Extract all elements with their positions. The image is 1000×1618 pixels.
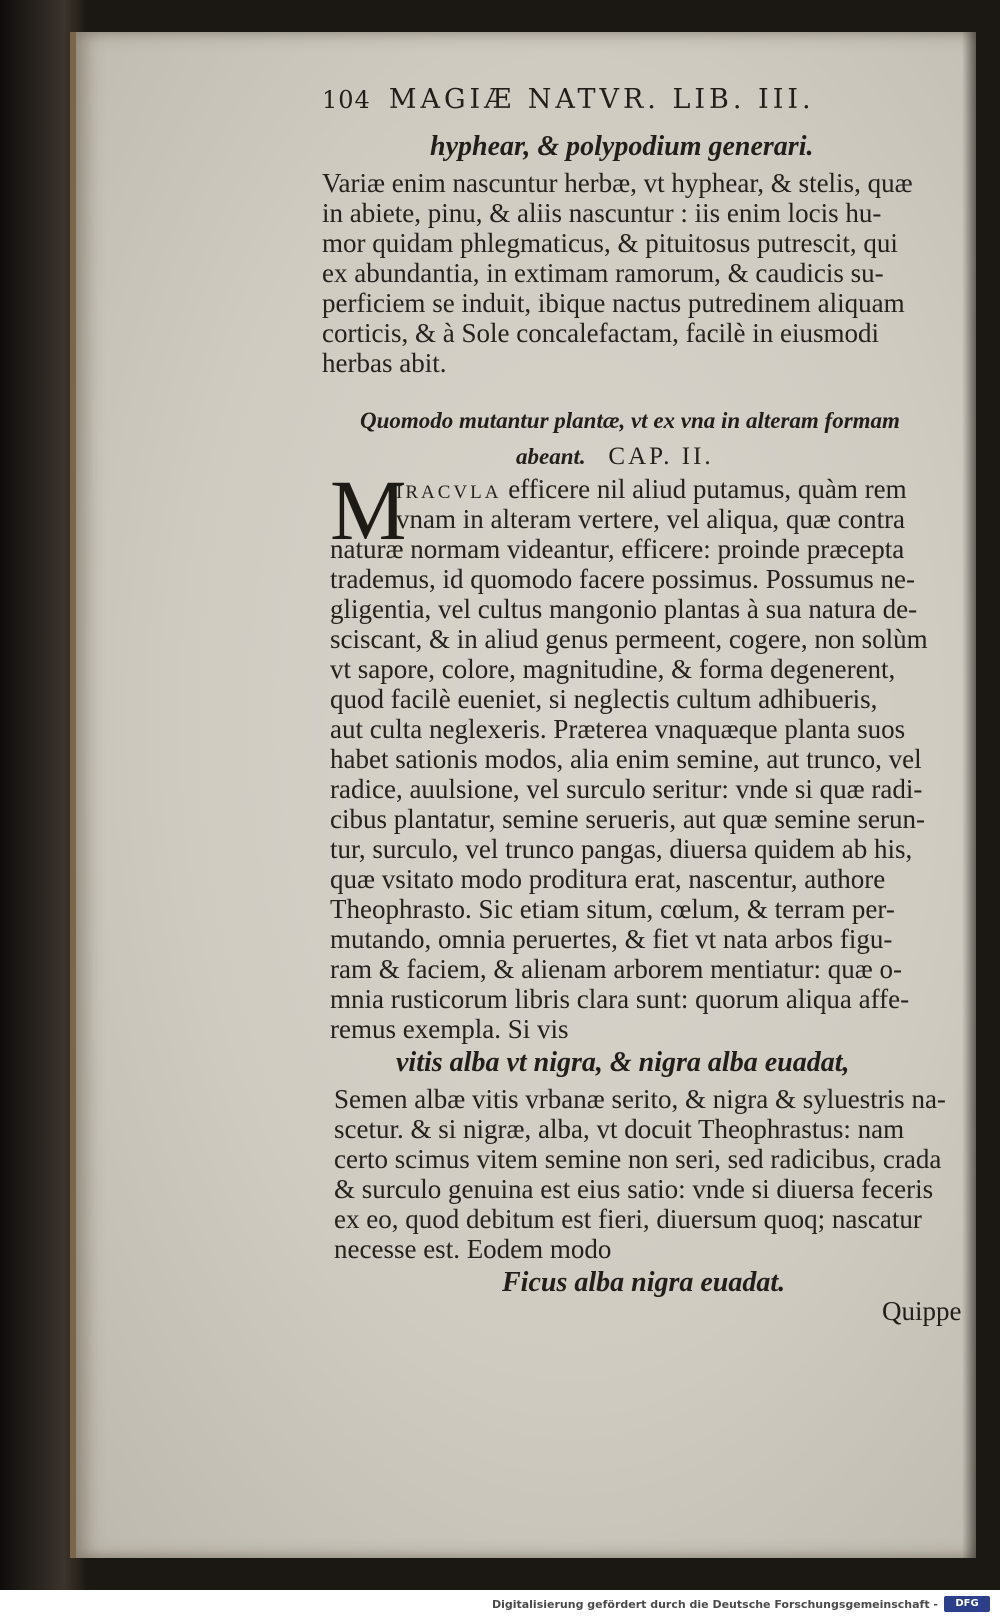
chapter-title: Quomodo mutantur plantæ, vt ex vna in alteram formam — [360, 408, 900, 433]
text-line: remus exempla. Si vis — [330, 1014, 569, 1044]
text-line: trademus, id quomodo facere possimus. Possumus ne- — [330, 564, 915, 594]
text-line: ram & faciem, & alienam arborem mentiatur: quæ o- — [330, 954, 903, 984]
dropcap-continuation: IRACVLA — [396, 482, 502, 503]
text-line-first — [396, 474, 907, 508]
text-line: perficiem se induit, ibique nactus putredinem aliquam — [322, 288, 905, 318]
text-line: mor quidam phlegmaticus, & pituitosus putrescit, qui — [322, 228, 898, 258]
text-line: aut culta neglexeris. Præterea vnaquæque planta suos — [330, 714, 906, 744]
text-line: & surculo genuina est eius satio: vnde si diuersa feceris — [334, 1174, 934, 1204]
text-line: scetur. & si nigræ, alba, vt docuit Theophrastus: nam — [334, 1114, 905, 1144]
text-line: ex abundantia, in extimam ramorum, & caudicis su- — [322, 258, 884, 288]
section-heading-vitis: vitis alba vt nigra, & nigra alba euadat, — [396, 1047, 850, 1078]
text-line: naturæ normam videantur, efficere: proinde præcepta — [330, 534, 905, 564]
page-number: 104 — [322, 86, 371, 114]
running-head-title: MAGIÆ NATVR. LIB. III. — [388, 84, 815, 115]
text-line: gligentia, vel cultus mangonio plantas à sua natura de- — [330, 594, 918, 624]
text-line: vt sapore, colore, magnitudine, & forma degenerent, — [330, 654, 896, 684]
text-line: in abiete, pinu, & aliis nascuntur : iis enim locis hu- — [322, 198, 882, 228]
section-heading-ficus: Ficus alba nigra euadat. — [502, 1267, 786, 1298]
text-line: sciscant, & in aliud genus permeent, cogere, non solùm — [330, 624, 928, 654]
chapter-title-line2-wrap — [516, 440, 714, 472]
text-line: necesse est. Eodem modo — [334, 1234, 612, 1264]
text-line: Theophrasto. Sic etiam situm, cœlum, & terram per- — [330, 894, 895, 924]
text-line: radice, auulsione, vel surculo seritur: vnde si quæ radi- — [330, 774, 923, 804]
running-head — [322, 84, 882, 115]
first-line-text: efficere nil aliud putamus, quàm rem — [508, 474, 907, 504]
drop-cap: M — [330, 462, 407, 558]
chapter-label: CAP. II. — [608, 443, 714, 470]
text-line: mnia rusticorum libris clara sunt: quorum aliqua affe- — [330, 984, 910, 1014]
text-line: corticis, & à Sole concalefactam, facilè in eiusmodi — [322, 318, 880, 348]
text-line: Variæ enim nascuntur herbæ, vt hyphear, & stelis, quæ — [322, 168, 913, 198]
text-line: herbas abit. — [322, 348, 447, 378]
page-edge-shadow — [962, 32, 976, 1558]
section-heading-hyphear: hyphear, & polypodium generari. — [430, 131, 814, 162]
catchword: Quippe — [882, 1296, 962, 1326]
text-line: vnam in alteram vertere, vel aliqua, quæ contra — [396, 504, 906, 534]
text-line: certo scimus vitem semine non seri, sed radicibus, crada — [334, 1144, 942, 1174]
text-line: quod facilè eueniet, si neglectis cultum adhibueris, — [330, 684, 878, 714]
text-line: cibus plantatur, semine serueris, aut quæ semine serun- — [330, 804, 926, 834]
digitization-credit: Digitalisierung gefördert durch die Deutsche Forschungsgemeinschaft - — [491, 1598, 938, 1611]
text-line: quæ vsitato modo proditura erat, nascentur, authore — [330, 864, 886, 894]
chapter-title-line2: abeant. — [516, 444, 586, 469]
text-line: tur, surculo, vel trunco pangas, diuersa quidem ab his, — [330, 834, 913, 864]
text-line: ex eo, quod debitum est fieri, diuersum quoq; nascatur — [334, 1204, 922, 1234]
dfg-logo: DFG — [944, 1596, 990, 1612]
text-line: habet sationis modos, alia enim semine, aut trunco, vel — [330, 744, 922, 774]
text-line: Semen albæ vitis vrbanæ serito, & nigra & syluestris na- — [334, 1084, 946, 1114]
text-line: mutando, omnia peruertes, & fiet vt nata arbos figu- — [330, 924, 893, 954]
